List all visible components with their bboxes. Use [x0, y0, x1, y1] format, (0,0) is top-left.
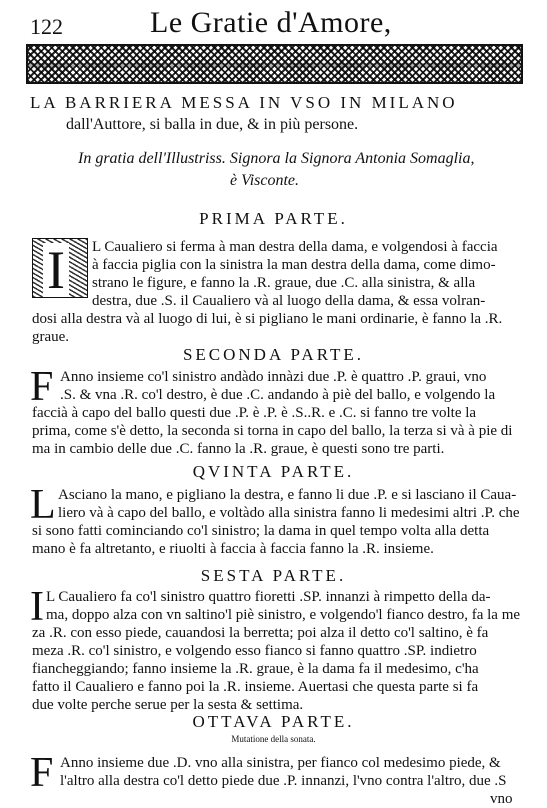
initial-letter: F — [30, 364, 54, 410]
catchword: vno — [490, 791, 513, 807]
page-header — [0, 6, 547, 46]
text-line: ma in cambio delle due .C. fanno la .R. graue, è questi sono tre parti. — [32, 441, 445, 457]
chapter-subtitle: dall'Auttore, si balla in due, & in più persone. — [66, 116, 359, 133]
text-line: fatto il Caualiero e fanno poi la .R. insieme. Auertasi che questa parte si fa — [32, 679, 479, 695]
text-line: .S. & vna .R. co'l destro, è due .C. andando à piè del ballo, e volgendo la — [60, 387, 496, 403]
text-line: Anno insieme co'l sinistro andàdo innàzi due .P. è quattro .P. graui, vno — [60, 369, 487, 385]
text-line: za .R. con esso piede, cauandosi la berretta; poi alza il detto co'l saltino, è fa — [32, 625, 489, 641]
text-line: due volte perche serue per la sesta & settima. — [32, 697, 304, 713]
text-line: L Caualiero fa co'l sinistro quattro fioretti .SP. innanzi à rimpetto della da- — [46, 589, 491, 605]
text-line: prima, come s'è detto, la seconda si torna in capo del ballo, la terza si và à pie di — [32, 423, 513, 439]
text-line: dosi alla destra và al luogo di lui, è si pigliano le mani ordinarie, è fanno la .R. — [32, 311, 503, 327]
initial-letter: F — [30, 750, 54, 796]
section-heading-sesta: SESTA PARTE. — [200, 566, 347, 585]
initial-letter: I — [30, 584, 44, 630]
text-line: strano le figure, e fanno la .R. graue, due .C. alla sinistra, & alla — [92, 275, 476, 291]
text-line: graue. — [32, 329, 70, 345]
text-line: liero và à capo del ballo, e voltàdo alla sinistra fanno li medesimi altri .P. che — [58, 505, 520, 521]
decorated-initial-letter: I — [43, 243, 69, 297]
ornamental-band — [26, 44, 523, 84]
text-line: si sono fatti cominciando co'l sinistro; la dama in quel tempo volta alla detta — [32, 523, 490, 539]
running-title: Le Gratie d'Amore, — [150, 6, 392, 39]
section-heading-ottava: OTTAVA PARTE. — [192, 712, 355, 731]
text-line: fiancheggiando; fanno insieme la .R. graue, è la dama fa il medesimo, c'ha — [32, 661, 479, 677]
text-line: destra, due .S. il Caualiero và al luogo della dama, & essa volran- — [92, 293, 486, 309]
section-heading-quinta: QVINTA PARTE. — [192, 462, 355, 481]
text-line: meza .R. co'l sinistro, e volgendo esso fianco si fanno quattro .SP. indietro — [32, 643, 477, 659]
text-line: Anno insieme due .D. vno alla sinistra, per fianco col medesimo piede, & — [60, 755, 501, 771]
text-line: faccià à capo del ballo questi due .P. è .P. è .S..R. e .C. si fanno tre volte la — [32, 405, 477, 421]
decorated-initial — [32, 238, 88, 298]
text-line: l'altro alla destra co'l detto piede due .P. innanzi, l'vno contra l'altro, due .S — [60, 773, 507, 789]
initial-letter: L — [30, 482, 56, 528]
section-subheading: Mutatione della sonata. — [231, 734, 316, 744]
text-line: L Caualiero si ferma à man destra della dama, e volgendosi à faccia — [92, 239, 498, 255]
section-heading-prima: PRIMA PARTE. — [199, 209, 348, 228]
text-line: Asciano la mano, e pigliano la destra, e fanno li due .P. e si lasciano il Caua- — [58, 487, 517, 503]
section-heading-seconda: SECONDA PARTE. — [182, 345, 365, 364]
dedication-line-2: è Visconte. — [230, 172, 300, 189]
text-line: mano è fa altretanto, e riuolti à faccia à faccia fanno la .R. insieme. — [32, 541, 434, 557]
text-line: à faccia piglia con la sinistra la man destra della dama, come dimo- — [92, 257, 496, 273]
dedication-line-1: In gratia dell'Illustriss. Signora la Signora Antonia Somaglia, — [78, 150, 475, 167]
text-line: ma, doppo alza con vn saltino'l piè sinistro, e volgendo'l fianco destro, fa la me — [46, 607, 521, 623]
chapter-title: LA BARRIERA MESSA IN VSO IN MILANO — [30, 93, 458, 112]
page-number: 122 — [30, 14, 63, 39]
